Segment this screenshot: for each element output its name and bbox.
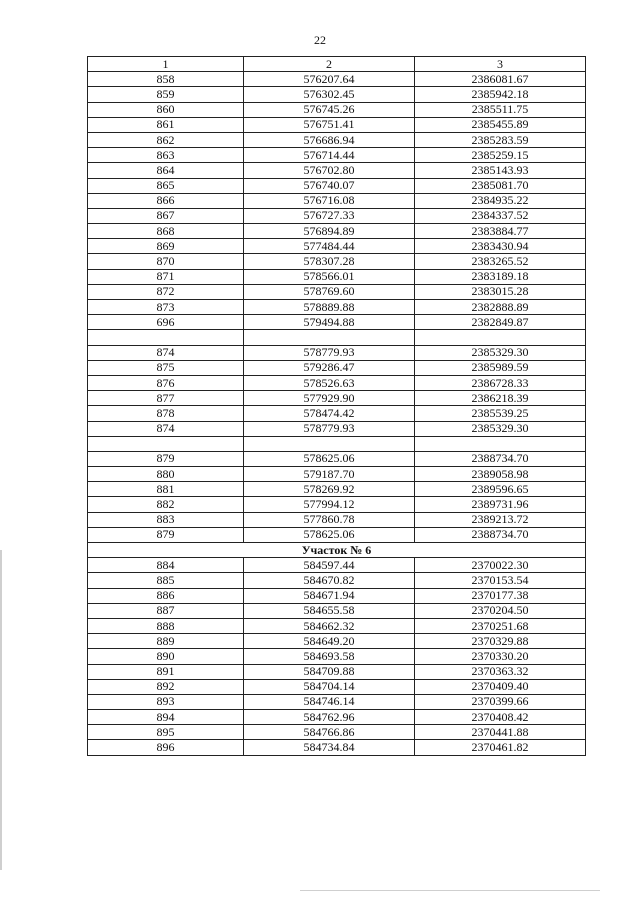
table-row: [88, 375, 586, 390]
point-number-cell: 872: [88, 284, 244, 299]
table-row: [88, 300, 586, 315]
x-coordinate-cell: 578769.60: [244, 284, 415, 299]
table-row: [88, 269, 586, 284]
table-row: [88, 421, 586, 436]
scan-edge-mark: [0, 550, 2, 870]
y-coordinate-cell: 2370153.54: [415, 573, 586, 588]
page-number: 22: [314, 33, 326, 47]
y-coordinate-cell: 2370441.88: [415, 725, 586, 740]
table-row: [88, 467, 586, 482]
x-coordinate-cell: 579187.70: [244, 467, 415, 482]
x-coordinate-cell: 578625.06: [244, 451, 415, 466]
table-row: [88, 618, 586, 633]
x-coordinate-cell: 579286.47: [244, 360, 415, 375]
y-coordinate-cell: 2382849.87: [415, 315, 586, 330]
y-coordinate-cell: 2385455.89: [415, 117, 586, 132]
table-row: [88, 132, 586, 147]
y-coordinate-cell: 2370409.40: [415, 679, 586, 694]
table-row: [88, 224, 586, 239]
column-header-point: 1: [88, 57, 244, 72]
table-row: [88, 239, 586, 254]
x-coordinate-cell: 584693.58: [244, 649, 415, 664]
table-row: [88, 679, 586, 694]
y-coordinate-cell: 2383189.18: [415, 269, 586, 284]
y-coordinate-cell: 2370330.20: [415, 649, 586, 664]
x-coordinate-cell: 576302.45: [244, 87, 415, 102]
point-number-cell: 870: [88, 254, 244, 269]
y-coordinate-cell: 2370363.32: [415, 664, 586, 679]
y-coordinate-cell: 2370022.30: [415, 558, 586, 573]
point-number-cell: 892: [88, 679, 244, 694]
table-row: [88, 558, 586, 573]
x-coordinate-cell: 578566.01: [244, 269, 415, 284]
x-coordinate-cell: 584597.44: [244, 558, 415, 573]
column-header-y: 3: [415, 57, 586, 72]
x-coordinate-cell: 576751.41: [244, 117, 415, 132]
point-number-cell: 876: [88, 375, 244, 390]
point-number-cell: 868: [88, 224, 244, 239]
table-row: [88, 482, 586, 497]
point-number-cell: 871: [88, 269, 244, 284]
x-coordinate-cell: 576740.07: [244, 178, 415, 193]
point-number-cell: 887: [88, 603, 244, 618]
point-number-cell: 869: [88, 239, 244, 254]
x-coordinate-cell: [244, 436, 415, 451]
y-coordinate-cell: 2383265.52: [415, 254, 586, 269]
table-row: [88, 117, 586, 132]
point-number-cell: 863: [88, 148, 244, 163]
section-title: Участок № 6: [88, 543, 586, 558]
point-number-cell: 888: [88, 618, 244, 633]
blank-row: [88, 436, 586, 451]
point-number-cell: 894: [88, 710, 244, 725]
point-number-cell: 860: [88, 102, 244, 117]
point-number-cell: 879: [88, 527, 244, 542]
x-coordinate-cell: 578307.28: [244, 254, 415, 269]
column-header-x: 2: [244, 57, 415, 72]
x-coordinate-cell: 584671.94: [244, 588, 415, 603]
x-coordinate-cell: 578779.93: [244, 421, 415, 436]
x-coordinate-cell: 576207.64: [244, 72, 415, 87]
y-coordinate-cell: 2385989.59: [415, 360, 586, 375]
y-coordinate-cell: 2385259.15: [415, 148, 586, 163]
table-header: [88, 57, 586, 72]
point-number-cell: 859: [88, 87, 244, 102]
point-number-cell: 861: [88, 117, 244, 132]
table-row: [88, 315, 586, 330]
table-row: [88, 102, 586, 117]
scan-bottom-line: [300, 890, 600, 891]
x-coordinate-cell: 584649.20: [244, 634, 415, 649]
x-coordinate-cell: 584662.32: [244, 618, 415, 633]
table-row: [88, 512, 586, 527]
x-coordinate-cell: 578526.63: [244, 375, 415, 390]
point-number-cell: 874: [88, 345, 244, 360]
y-coordinate-cell: 2385942.18: [415, 87, 586, 102]
table-row: [88, 740, 586, 755]
point-number-cell: 884: [88, 558, 244, 573]
point-number-cell: 878: [88, 406, 244, 421]
table-body: [88, 72, 586, 755]
y-coordinate-cell: 2370408.42: [415, 710, 586, 725]
y-coordinate-cell: 2389058.98: [415, 467, 586, 482]
point-number-cell: 866: [88, 193, 244, 208]
point-number-cell: 895: [88, 725, 244, 740]
x-coordinate-cell: 576894.89: [244, 224, 415, 239]
y-coordinate-cell: 2385081.70: [415, 178, 586, 193]
x-coordinate-cell: 576716.08: [244, 193, 415, 208]
point-number-cell: 890: [88, 649, 244, 664]
y-coordinate-cell: 2383884.77: [415, 224, 586, 239]
x-coordinate-cell: 578269.92: [244, 482, 415, 497]
y-coordinate-cell: [415, 330, 586, 345]
x-coordinate-cell: 578474.42: [244, 406, 415, 421]
x-coordinate-cell: 577860.78: [244, 512, 415, 527]
blank-row: [88, 330, 586, 345]
table-row: [88, 573, 586, 588]
x-coordinate-cell: 584709.88: [244, 664, 415, 679]
point-number-cell: 891: [88, 664, 244, 679]
point-number-cell: 881: [88, 482, 244, 497]
point-number-cell: 880: [88, 467, 244, 482]
table-row: [88, 391, 586, 406]
point-number-cell: 858: [88, 72, 244, 87]
table-row: [88, 72, 586, 87]
y-coordinate-cell: 2386218.39: [415, 391, 586, 406]
point-number-cell: 883: [88, 512, 244, 527]
y-coordinate-cell: 2385539.25: [415, 406, 586, 421]
table-row: [88, 284, 586, 299]
point-number-cell: 873: [88, 300, 244, 315]
table-row: [88, 360, 586, 375]
y-coordinate-cell: 2389213.72: [415, 512, 586, 527]
x-coordinate-cell: 578625.06: [244, 527, 415, 542]
table-row: [88, 634, 586, 649]
y-coordinate-cell: 2370461.82: [415, 740, 586, 755]
table-row: [88, 193, 586, 208]
y-coordinate-cell: 2385143.93: [415, 163, 586, 178]
y-coordinate-cell: 2370204.50: [415, 603, 586, 618]
y-coordinate-cell: 2385511.75: [415, 102, 586, 117]
y-coordinate-cell: [415, 436, 586, 451]
y-coordinate-cell: 2370251.68: [415, 618, 586, 633]
point-number-cell: 893: [88, 694, 244, 709]
x-coordinate-cell: 576745.26: [244, 102, 415, 117]
x-coordinate-cell: 584704.14: [244, 679, 415, 694]
x-coordinate-cell: 584766.86: [244, 725, 415, 740]
point-number-cell: 879: [88, 451, 244, 466]
x-coordinate-cell: 577484.44: [244, 239, 415, 254]
x-coordinate-cell: 584734.84: [244, 740, 415, 755]
table-row: [88, 694, 586, 709]
x-coordinate-cell: 578889.88: [244, 300, 415, 315]
y-coordinate-cell: 2389596.65: [415, 482, 586, 497]
table-row: [88, 497, 586, 512]
point-number-cell: 696: [88, 315, 244, 330]
point-number-cell: 874: [88, 421, 244, 436]
table-row: [88, 451, 586, 466]
point-number-cell: 882: [88, 497, 244, 512]
table-row: [88, 87, 586, 102]
table-row: [88, 710, 586, 725]
header-row: [88, 57, 586, 72]
section-row: [88, 543, 586, 558]
point-number-cell: 865: [88, 178, 244, 193]
x-coordinate-cell: 577994.12: [244, 497, 415, 512]
y-coordinate-cell: 2370177.38: [415, 588, 586, 603]
x-coordinate-cell: 577929.90: [244, 391, 415, 406]
y-coordinate-cell: 2382888.89: [415, 300, 586, 315]
x-coordinate-cell: 584762.96: [244, 710, 415, 725]
x-coordinate-cell: 584746.14: [244, 694, 415, 709]
table-row: [88, 345, 586, 360]
y-coordinate-cell: 2370399.66: [415, 694, 586, 709]
y-coordinate-cell: 2386728.33: [415, 375, 586, 390]
y-coordinate-cell: 2385329.30: [415, 345, 586, 360]
y-coordinate-cell: 2386081.67: [415, 72, 586, 87]
y-coordinate-cell: 2384935.22: [415, 193, 586, 208]
y-coordinate-cell: 2370329.88: [415, 634, 586, 649]
point-number-cell: 896: [88, 740, 244, 755]
x-coordinate-cell: [244, 330, 415, 345]
y-coordinate-cell: 2383015.28: [415, 284, 586, 299]
table-row: [88, 254, 586, 269]
table-row: [88, 725, 586, 740]
table-row: [88, 406, 586, 421]
point-number-cell: 885: [88, 573, 244, 588]
table-row: [88, 208, 586, 223]
point-number-cell: 867: [88, 208, 244, 223]
point-number-cell: 864: [88, 163, 244, 178]
x-coordinate-cell: 584670.82: [244, 573, 415, 588]
table-row: [88, 163, 586, 178]
point-number-cell: 862: [88, 132, 244, 147]
y-coordinate-cell: 2389731.96: [415, 497, 586, 512]
x-coordinate-cell: 576714.44: [244, 148, 415, 163]
x-coordinate-cell: 576686.94: [244, 132, 415, 147]
point-number-cell: [88, 330, 244, 345]
point-number-cell: 886: [88, 588, 244, 603]
table-row: [88, 603, 586, 618]
y-coordinate-cell: 2385283.59: [415, 132, 586, 147]
x-coordinate-cell: 584655.58: [244, 603, 415, 618]
y-coordinate-cell: 2384337.52: [415, 208, 586, 223]
x-coordinate-cell: 576727.33: [244, 208, 415, 223]
point-number-cell: 889: [88, 634, 244, 649]
y-coordinate-cell: 2388734.70: [415, 451, 586, 466]
point-number-cell: 875: [88, 360, 244, 375]
y-coordinate-cell: 2388734.70: [415, 527, 586, 542]
table-row: [88, 148, 586, 163]
table-row: [88, 178, 586, 193]
table-row: [88, 527, 586, 542]
x-coordinate-cell: 576702.80: [244, 163, 415, 178]
y-coordinate-cell: 2383430.94: [415, 239, 586, 254]
table-row: [88, 588, 586, 603]
x-coordinate-cell: 579494.88: [244, 315, 415, 330]
table-row: [88, 664, 586, 679]
x-coordinate-cell: 578779.93: [244, 345, 415, 360]
coordinates-table: [87, 56, 586, 756]
table-row: [88, 649, 586, 664]
point-number-cell: [88, 436, 244, 451]
y-coordinate-cell: 2385329.30: [415, 421, 586, 436]
point-number-cell: 877: [88, 391, 244, 406]
